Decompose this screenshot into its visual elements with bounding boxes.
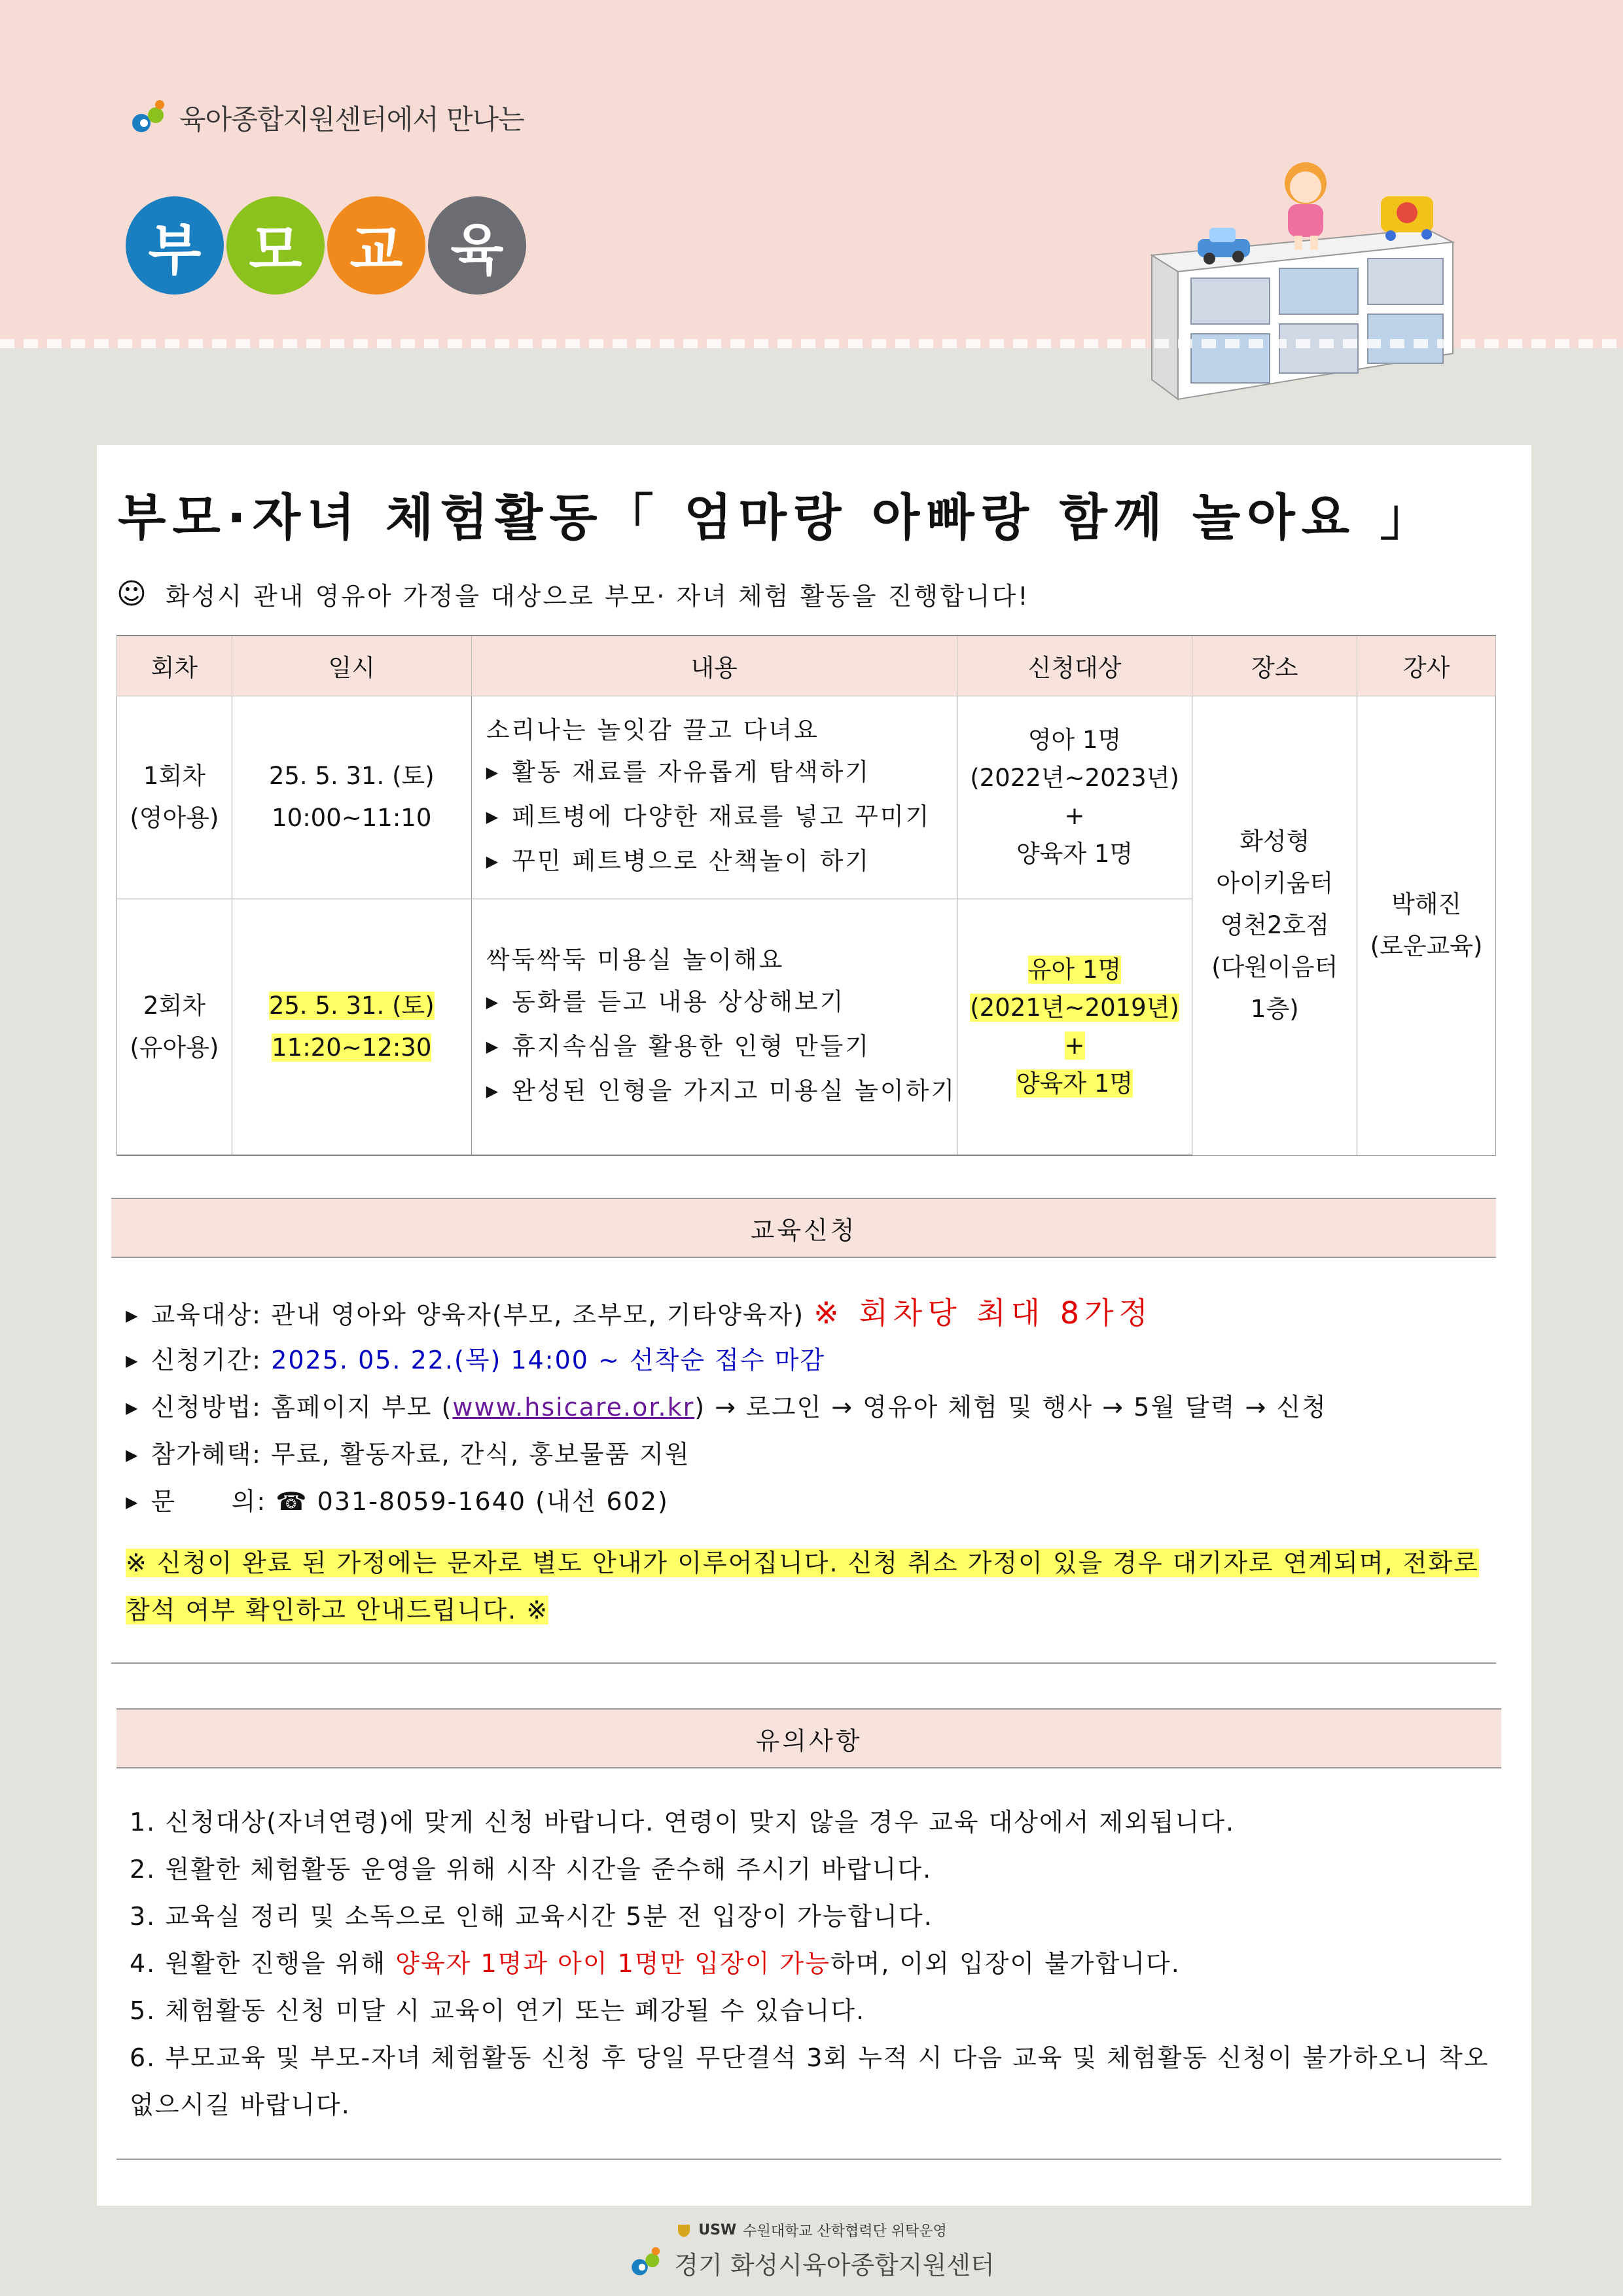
title-circles (126, 196, 526, 295)
page-title: 부모·자녀 체험활동「 엄마랑 아빠랑 함께 놀아요 」 (118, 488, 1436, 547)
content-cell (471, 899, 957, 1155)
target-child: 유아 1명 (1027, 955, 1122, 984)
content-cell (471, 696, 957, 899)
list-item (126, 1336, 1327, 1384)
application-heading-bar (111, 1198, 1496, 1258)
application-heading: 교육신청 (750, 1215, 857, 1245)
triangle-bullet-icon: ▶ (486, 808, 501, 826)
application-list (126, 1289, 1327, 1525)
content-item-text: 동화를 듣고 내용 상상해보기 (512, 987, 846, 1016)
content-item (486, 840, 957, 885)
triangle-bullet-icon: ▶ (486, 1081, 501, 1100)
homepage-link[interactable]: www.hsicare.or.kr (452, 1393, 695, 1422)
triangle-bullet-icon: ▶ (126, 1446, 139, 1464)
table-row (117, 696, 1496, 899)
cautions-heading-bar (116, 1708, 1501, 1768)
target-note: ※ 회차당 최대 8가정 (813, 1295, 1153, 1331)
caution-item: 3. 교육실 정리 및 소독으로 인해 교육시간 5분 전 입장이 가능합니다. (130, 1902, 933, 1931)
target-years: (2022년~2023년) (970, 764, 1179, 792)
triangle-bullet-icon: ▶ (486, 1037, 501, 1056)
footer-operator (589, 2220, 1034, 2240)
date-text: 25. 5. 31. (토) (268, 991, 435, 1020)
content-item (486, 751, 957, 796)
place-line: (다원이음터 (1211, 953, 1338, 981)
center-logo-icon (628, 2244, 665, 2281)
header-session: 회차 (117, 636, 232, 696)
contact-label: 문 의: (151, 1487, 267, 1516)
caution-item: 1. 신청대상(자녀연령)에 맞게 신청 바랍니다. 연령이 맞지 않을 경우 교육 대상에서 제외됩니다. (130, 1808, 1236, 1837)
circle-bu: 부 (126, 196, 224, 295)
cautions-heading: 유의사항 (755, 1726, 863, 1755)
smile-icon: ☺ (116, 577, 149, 611)
brand-line (128, 97, 524, 139)
caution-item: 6. 부모교육 및 부모-자녀 체험활동 신청 후 당일 무단결석 3회 누적 시 다음 교육 및 체험활동 신청이 불가하오니 착오 (130, 2043, 1489, 2072)
content-item (486, 796, 957, 840)
session-number: 2회차 (143, 991, 205, 1020)
triangle-bullet-icon: ▶ (126, 1493, 139, 1511)
session-number: 1회차 (143, 762, 205, 790)
method-label: 신청방법: 홈페이지 부모 ( (151, 1393, 453, 1422)
period-label: 신청기간: (151, 1346, 262, 1374)
content-title: 소리나는 놀잇감 끌고 다녀요 (486, 716, 819, 744)
content-title: 싹둑싹둑 미용실 놀이해요 (486, 945, 785, 974)
usw-label: USW (698, 2222, 737, 2238)
triangle-bullet-icon: ▶ (486, 992, 501, 1011)
session-cell (117, 899, 232, 1155)
notice-line: ※ 신청이 완료 된 가정에는 문자로 별도 안내가 이루어집니다. 신청 취소 가정이 있을 경우 대기자로 연계되며, 전화로 (126, 1549, 1479, 1577)
triangle-bullet-icon: ▶ (126, 1399, 139, 1417)
instructor-cell (1357, 696, 1496, 1155)
time-text: 10:00~11:10 (272, 804, 432, 832)
list-item (126, 1431, 1327, 1478)
datetime-cell (232, 696, 471, 899)
time-text: 11:20~12:30 (272, 1033, 432, 1062)
caution-item: 5. 체험활동 신청 미달 시 교육이 연기 또는 폐강될 수 있습니다. (130, 1996, 866, 2025)
content-item (486, 981, 957, 1026)
method-steps: ) → 로그인 → 영유아 체험 및 행사 → 5월 달력 → 신청 (694, 1393, 1327, 1422)
triangle-bullet-icon: ▶ (486, 852, 501, 870)
target-cell (957, 696, 1192, 899)
caution-item: 2. 원활한 체험활동 운영을 위해 시작 시간을 준수해 주시기 바랍니다. (130, 1855, 933, 1884)
place-cell (1192, 696, 1357, 1155)
caution-item: 없으시길 바랍니다. (130, 2090, 351, 2119)
operator-text: 수원대학교 산학협력단 위탁운영 (743, 2223, 947, 2240)
caution-text: 4. 원활한 진행을 위해 (130, 1949, 396, 1978)
intro-text: 화성시 관내 영유아 가정을 대상으로 부모· 자녀 체험 활동을 진행합니다! (165, 582, 1030, 611)
datetime-cell (232, 899, 471, 1155)
section-divider (116, 2159, 1501, 2160)
list-item (126, 1289, 1327, 1336)
circle-gyo: 교 (327, 196, 425, 295)
target-plus: + (1064, 1031, 1085, 1060)
place-line: 영천2호점 (1220, 911, 1330, 939)
content-item-text: 휴지속심을 활용한 인형 만들기 (512, 1031, 871, 1060)
notice-text (126, 1539, 1479, 1634)
usw-shield-icon (676, 2223, 692, 2238)
content-item-text: 활동 재료를 자유롭게 탐색하기 (512, 758, 871, 786)
header-place: 장소 (1192, 636, 1357, 696)
schedule-table (116, 635, 1496, 1156)
target-guardian: 양육자 1명 (1016, 1069, 1133, 1098)
triangle-bullet-icon: ▶ (486, 763, 501, 781)
target-label: 교육대상: 관내 영아와 양육자(부모, 조부모, 기타양육자) (151, 1300, 805, 1329)
header-content: 내용 (471, 636, 957, 696)
content-item-text: 꾸민 페트병으로 산책놀이 하기 (512, 847, 871, 875)
content-item-text: 페트병에 다양한 재료를 넣고 꾸미기 (512, 802, 931, 831)
benefit-text: 참가혜택: 무료, 활동자료, 간식, 홍보물품 지원 (151, 1440, 690, 1469)
target-child: 영아 1명 (1027, 726, 1122, 754)
header-instructor: 강사 (1357, 636, 1496, 696)
header-datetime: 일시 (232, 636, 471, 696)
session-type: (유아용) (130, 1033, 219, 1062)
section-divider (111, 1662, 1496, 1664)
list-item (126, 1384, 1327, 1431)
place-line: 1층) (1250, 995, 1299, 1023)
contact-phone: ☎ 031-8059-1640 (내선 602) (276, 1487, 669, 1516)
brand-text: 육아종합지원센터에서 만나는 (179, 103, 524, 135)
content-item-text: 완성된 인형을 가지고 미용실 놀이하기 (512, 1076, 957, 1105)
caution-emphasis: 양육자 1명과 아이 1명만 입장이 가능 (395, 1949, 830, 1978)
triangle-bullet-icon: ▶ (126, 1352, 139, 1370)
caution-item (130, 1940, 1489, 1987)
instructor-org: (로운교육) (1370, 932, 1483, 960)
intro-line (116, 576, 1029, 612)
date-text: 25. 5. 31. (토) (268, 762, 435, 790)
target-guardian: 양육자 1명 (1016, 840, 1133, 868)
caution-text: 하며, 이외 입장이 불가합니다. (830, 1949, 1181, 1978)
toy-shelf-illustration (1139, 144, 1466, 406)
table-header-row (117, 636, 1496, 696)
header-band (0, 0, 1623, 348)
session-type: (영아용) (130, 804, 219, 832)
place-line: 화성형 (1240, 827, 1310, 855)
target-years: (2021년~2019년) (970, 993, 1179, 1022)
instructor-name: 박해진 (1391, 890, 1462, 918)
center-logo-icon (128, 97, 170, 139)
footer (589, 2220, 1034, 2281)
triangle-bullet-icon: ▶ (126, 1306, 139, 1325)
center-name: 경기 화성시육아종합지원센터 (674, 2250, 995, 2280)
place-line: 아이키움터 (1216, 869, 1334, 897)
target-cell (957, 899, 1192, 1155)
session-cell (117, 696, 232, 899)
circle-yuk: 육 (428, 196, 526, 295)
circle-mo: 모 (226, 196, 325, 295)
content-item (486, 1026, 957, 1070)
cautions-list (130, 1799, 1489, 2128)
notice-line: 참석 여부 확인하고 안내드립니다. ※ (126, 1596, 549, 1624)
list-item (126, 1478, 1327, 1525)
period-value: 2025. 05. 22.(목) 14:00 ~ 선착순 접수 마감 (271, 1346, 826, 1374)
content-item (486, 1070, 957, 1115)
header-target: 신청대상 (957, 636, 1192, 696)
target-plus: + (1064, 802, 1085, 830)
footer-center (589, 2244, 1034, 2281)
